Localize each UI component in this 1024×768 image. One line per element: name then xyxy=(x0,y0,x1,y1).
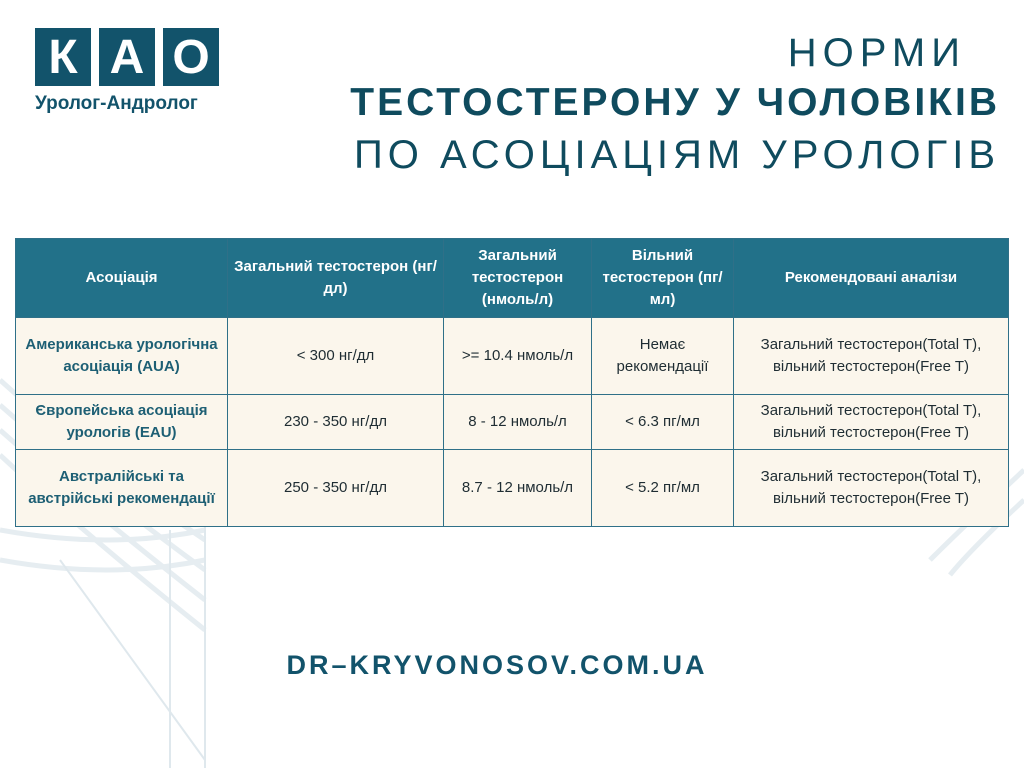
cell-recommended-tests: Загальний тестостерон(Total T), вільний тестостерон(Free T) xyxy=(734,450,1009,527)
logo xyxy=(35,28,219,115)
table-row xyxy=(16,318,1009,395)
logo-subtitle: Уролог-Андролог xyxy=(35,93,198,114)
header-association: Асоціація xyxy=(16,239,228,318)
cell-association: Європейська асоціація урологів (EAU) xyxy=(16,395,228,450)
testosterone-norms-table xyxy=(15,238,1009,527)
cell-total-nmol: 8.7 - 12 нмоль/л xyxy=(444,450,592,527)
table-row xyxy=(16,395,1009,450)
header-free-pgml: Вільний тестостерон (пг/мл) xyxy=(592,239,734,318)
header-total-ngdl: Загальний тестостерон (нг/дл) xyxy=(228,239,444,318)
cell-association: Австралійські та австрійські рекомендації xyxy=(16,450,228,527)
cell-free-pgml: < 5.2 пг/мл xyxy=(592,450,734,527)
title-line-1: НОРМИ xyxy=(787,31,966,75)
title-line-2: ТЕСТОСТЕРОНУ У ЧОЛОВІКІВ xyxy=(350,81,1000,124)
cell-recommended-tests: Загальний тестостерон(Total T), вільний тестостерон(Free T) xyxy=(734,318,1009,395)
cell-total-ngdl: 250 - 350 нг/дл xyxy=(228,450,444,527)
cell-total-ngdl: 230 - 350 нг/дл xyxy=(228,395,444,450)
website-link[interactable]: DR–KRYVONOSOV.COM.UA xyxy=(286,650,708,680)
header-total-nmol: Загальний тестостерон (нмоль/л) xyxy=(444,239,592,318)
cell-free-pgml: < 6.3 пг/мл xyxy=(592,395,734,450)
logo-letter-a: А xyxy=(99,28,155,86)
table-header-row xyxy=(16,239,1009,318)
header-recommended-tests: Рекомендовані аналізи xyxy=(734,239,1009,318)
cell-free-pgml: Немає рекомендації xyxy=(592,318,734,395)
cell-recommended-tests: Загальний тестостерон(Total T), вільний тестостерон(Free T) xyxy=(734,395,1009,450)
logo-letter-k: К xyxy=(35,28,91,86)
title-line-3: ПО АСОЦІАЦІЯМ УРОЛОГІВ xyxy=(354,133,1000,177)
logo-letter-o: О xyxy=(163,28,219,86)
cell-association: Американська урологічна асоціація (AUA) xyxy=(16,318,228,395)
table-row xyxy=(16,450,1009,527)
cell-total-nmol: 8 - 12 нмоль/л xyxy=(444,395,592,450)
cell-total-nmol: >= 10.4 нмоль/л xyxy=(444,318,592,395)
footer xyxy=(0,650,1024,681)
page-title xyxy=(350,30,1000,180)
cell-total-ngdl: < 300 нг/дл xyxy=(228,318,444,395)
